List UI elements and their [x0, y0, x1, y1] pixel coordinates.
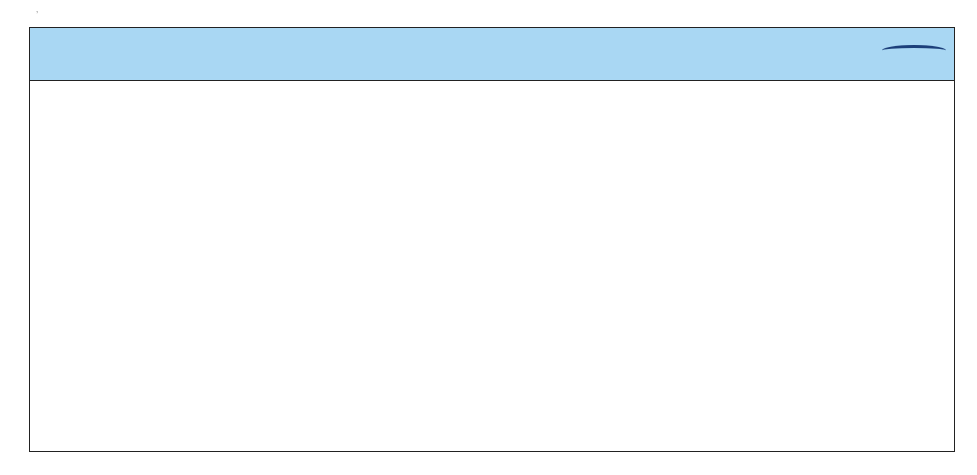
title-banner: [30, 28, 954, 81]
scan-mark: ‚: [36, 4, 39, 15]
logo-swoosh-icon: [882, 45, 946, 56]
schedule-notes: [30, 374, 954, 450]
note-effective: [30, 431, 954, 450]
schedule-sheet: [29, 27, 955, 452]
logo-org-name: [855, 24, 950, 41]
note-days: [30, 393, 954, 412]
note-landmarks: [30, 374, 954, 393]
grta-logo: [848, 30, 952, 78]
note-inquiries: [30, 412, 954, 431]
